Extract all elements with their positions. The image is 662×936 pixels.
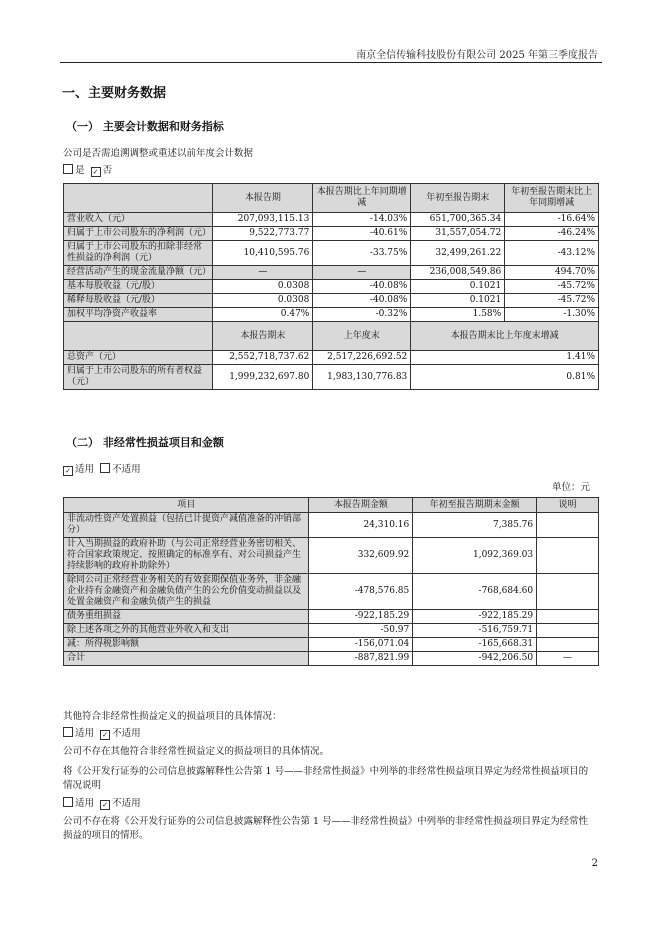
report-header: 南京全信传输科技股份有限公司 2025 年第三季度报告 — [356, 50, 598, 61]
option-no-label: 否 — [102, 165, 113, 176]
cell-value: 0.47% — [213, 308, 313, 322]
cell-value: 24,310.16 — [309, 513, 413, 538]
option-yes-label: 是 — [75, 165, 85, 176]
row-label: 债务重组损益 — [64, 610, 309, 624]
cell-value: -942,206.50 — [413, 652, 537, 666]
other-items-options — [63, 727, 141, 741]
table-row — [64, 610, 599, 624]
row-label: 归属于上市公司股东的净利润（元） — [64, 227, 213, 241]
cell-value: 2,517,226,692.52 — [313, 351, 411, 365]
cell-value: 0.81% — [411, 365, 599, 390]
header-cell: 上年度末 — [313, 322, 411, 351]
header-cell: 年初至报告期末 — [411, 184, 505, 213]
table-row — [64, 308, 599, 322]
checkbox-not-applicable[interactable] — [100, 463, 110, 473]
header-cell: 年初至报告期末比上年同期增减 — [505, 184, 599, 213]
cell-value: 10,410,595.76 — [213, 241, 313, 266]
page-number: 2 — [591, 858, 598, 869]
row-label: 除上述各项之外的其他营业外收入和支出 — [64, 624, 309, 638]
cell-value: 0.1021 — [411, 280, 505, 294]
option-applicable-label: 适用 — [75, 728, 95, 739]
table-row — [64, 213, 599, 227]
cell-value: 1,999,232,697.80 — [213, 365, 313, 390]
row-label: 合计 — [64, 652, 309, 666]
unit-label: 单位：元 — [551, 482, 590, 493]
cell-value: — — [313, 266, 411, 280]
header-cell: 本报告期金额 — [309, 498, 413, 513]
table-total-row — [64, 652, 599, 666]
reclass-text: 将《公开发行证券的公司信息披露解释性公告第 1 号——非经常性损益》中列举的非经常性损益项目界定为经常性损益项目的情况说明 — [63, 766, 589, 791]
header-cell: 本报告期末 — [213, 322, 313, 351]
table-row — [64, 294, 599, 308]
cell-value: -33.75% — [313, 241, 411, 266]
table-header-row — [64, 498, 599, 513]
cell-value: 494.70% — [505, 266, 599, 280]
cell-value: 1.41% — [411, 351, 599, 365]
cell-note — [537, 574, 599, 610]
row-label: 归属于上市公司股东的所有者权益（元） — [64, 365, 213, 390]
cell-value: -156,071.04 — [309, 638, 413, 652]
cell-value: -40.08% — [313, 280, 411, 294]
cell-value: -16.64% — [505, 213, 599, 227]
cell-value: — — [213, 266, 313, 280]
cell-value: -43.12% — [505, 241, 599, 266]
option-not-applicable-label: 不适用 — [112, 728, 141, 739]
table-header-row — [64, 322, 599, 351]
cell-value: 332,609.92 — [309, 538, 413, 574]
cell-note — [537, 610, 599, 624]
cell-value: -46.24% — [505, 227, 599, 241]
header-cell: 本报告期比上年同期增减 — [313, 184, 411, 213]
cell-value: -0.32% — [313, 308, 411, 322]
header-cell — [64, 322, 213, 351]
row-label: 稀释每股收益（元/股） — [64, 294, 213, 308]
cell-value: -887,821.99 — [309, 652, 413, 666]
table-row — [64, 266, 599, 280]
table-row — [64, 280, 599, 294]
header-cell: 年初至报告期期末金额 — [413, 498, 537, 513]
table-header-row — [64, 184, 599, 213]
header-cell: 本报告期 — [213, 184, 313, 213]
retro-question: 公司是否需追溯调整或重述以前年度会计数据 — [63, 148, 254, 159]
header-rule — [60, 62, 602, 63]
non-recurring-table — [63, 497, 599, 666]
row-label: 除同公司正常经营业务相关的有效套期保值业务外，非金融企业持有金融资产和金融负债产生的公允价值变动损益以及处置金融资产和金融负债产生的损益 — [64, 574, 309, 610]
cell-note — [537, 538, 599, 574]
cell-value: 0.0308 — [213, 280, 313, 294]
header-cell: 说明 — [537, 498, 599, 513]
cell-value: 0.0308 — [213, 294, 313, 308]
subsection-title-1: （一） 主要会计数据和财务指标 — [66, 120, 224, 133]
other-items-note: 公司不存在其他符合非经常性损益定义的损益项目的具体情况。 — [63, 746, 330, 757]
cell-value: -40.61% — [313, 227, 411, 241]
table-row — [64, 351, 599, 365]
row-label: 加权平均净资产收益率 — [64, 308, 213, 322]
row-label: 经营活动产生的现金流量净额（元） — [64, 266, 213, 280]
row-label: 非流动性资产处置损益（包括已计提资产减值准备的冲销部分） — [64, 513, 309, 538]
cell-value: 7,385.76 — [413, 513, 537, 538]
cell-value: 2,552,718,737.62 — [213, 351, 313, 365]
row-label: 总资产（元） — [64, 351, 213, 365]
cell-note: — — [537, 652, 599, 666]
table-row — [64, 638, 599, 652]
reclass-note: 公司不存在将《公开发行证券的公司信息披露解释性公告第 1 号——非经常性损益》中列举的非经常性损益项目界定为经常性损益的项目的情形。 — [63, 816, 589, 841]
cell-value: 0.1021 — [411, 294, 505, 308]
table-row — [64, 241, 599, 266]
cell-value: -40.08% — [313, 294, 411, 308]
table-row — [64, 624, 599, 638]
cell-note — [537, 624, 599, 638]
cell-value: 236,008,549.86 — [411, 266, 505, 280]
cell-value: -45.72% — [505, 294, 599, 308]
row-label: 基本每股收益（元/股） — [64, 280, 213, 294]
row-label: 计入当期损益的政府补助（与公司正常经营业务密切相关、符合国家政策规定、按照确定的标准享有、对公司损益产生持续影响的政府补助除外） — [64, 538, 309, 574]
cell-value: -922,185.29 — [413, 610, 537, 624]
other-items-text: 其他符合非经常性损益定义的损益项目的具体情况： — [63, 711, 282, 722]
cell-value: 1.58% — [411, 308, 505, 322]
cell-value: 1,092,369.03 — [413, 538, 537, 574]
cell-value: 1,983,130,776.83 — [313, 365, 411, 390]
table-row — [64, 365, 599, 390]
row-label: 归属于上市公司股东的扣除非经常性损益的净利润（元） — [64, 241, 213, 266]
checkbox-applicable[interactable]: ✓ — [63, 466, 73, 476]
header-cell: 本报告期末比上年度末增减 — [411, 322, 599, 351]
key-financial-table — [63, 183, 599, 390]
reclass-options — [63, 797, 141, 811]
cell-value: 31,557,054.72 — [411, 227, 505, 241]
cell-value: -516,759.71 — [413, 624, 537, 638]
cell-value: -14.03% — [313, 213, 411, 227]
header-cell — [64, 184, 213, 213]
cell-value: 651,700,365.34 — [411, 213, 505, 227]
checkbox-not-applicable[interactable]: ✓ — [100, 800, 110, 810]
section-title: 一、主要财务数据 — [62, 86, 167, 101]
option-applicable-label: 适用 — [75, 798, 95, 809]
cell-value: -165,668.31 — [413, 638, 537, 652]
cell-value: -45.72% — [505, 280, 599, 294]
cell-value: -1.30% — [505, 308, 599, 322]
checkbox-applicable[interactable] — [63, 797, 73, 807]
table-row — [64, 538, 599, 574]
option-not-applicable-label: 不适用 — [112, 798, 141, 809]
table-row — [64, 227, 599, 241]
checkbox-not-applicable[interactable]: ✓ — [100, 730, 110, 740]
header-cell: 项目 — [64, 498, 309, 513]
retro-options — [63, 164, 112, 178]
checkbox-yes[interactable] — [63, 164, 73, 174]
checkbox-no[interactable]: ✓ — [91, 167, 101, 177]
table-row — [64, 513, 599, 538]
cell-value: 9,522,773.77 — [213, 227, 313, 241]
cell-value: -922,185.29 — [309, 610, 413, 624]
cell-value: 32,499,261.22 — [411, 241, 505, 266]
cell-value: -50.97 — [309, 624, 413, 638]
checkbox-applicable[interactable] — [63, 727, 73, 737]
cell-value: 207,093,115.13 — [213, 213, 313, 227]
table-row — [64, 574, 599, 610]
option-not-applicable-label: 不适用 — [112, 464, 141, 475]
cell-value: -768,684.60 — [413, 574, 537, 610]
subsection-title-2: （二） 非经常性损益项目和金额 — [66, 436, 224, 449]
applicable-options — [63, 463, 141, 477]
option-applicable-label: 适用 — [75, 464, 95, 475]
cell-note — [537, 513, 599, 538]
row-label: 营业收入（元） — [64, 213, 213, 227]
row-label: 减：所得税影响额 — [64, 638, 309, 652]
cell-note — [537, 638, 599, 652]
cell-value: -478,576.85 — [309, 574, 413, 610]
